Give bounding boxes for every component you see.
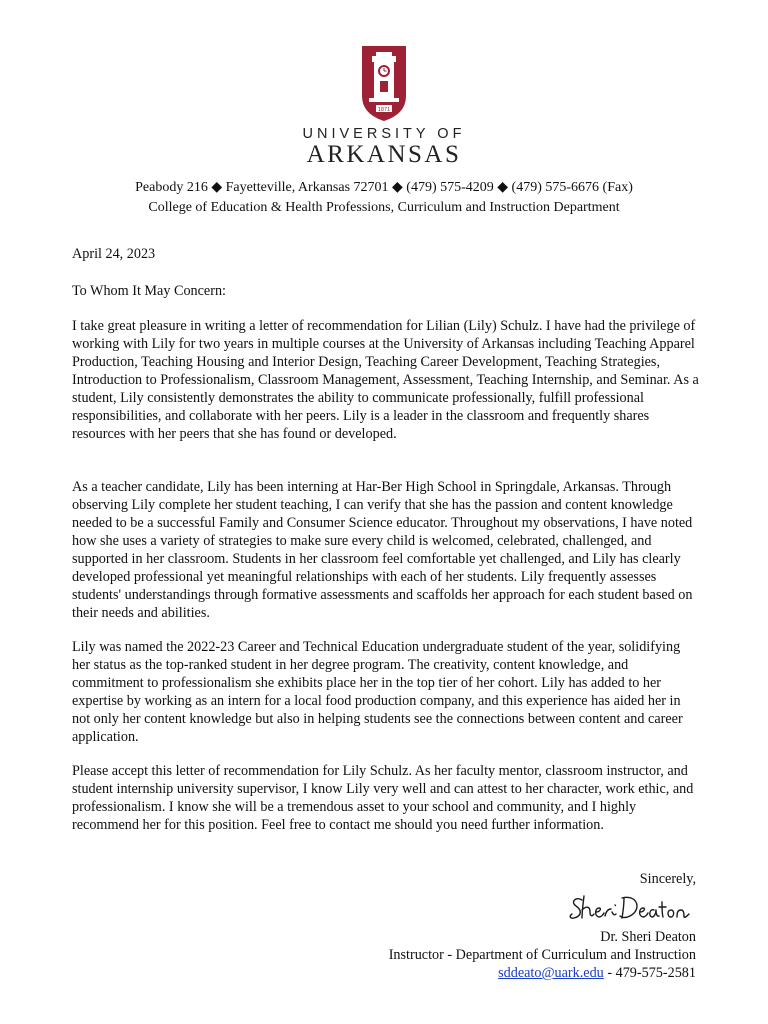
- university-wordmark: [0, 126, 768, 168]
- signer-title: Instructor - Department of Curriculum and Instruction: [388, 947, 696, 963]
- address-line: Peabody 216 ◆ Fayetteville, Arkansas 72701 ◆ (479) 575-4209 ◆ (479) 575-6676 (Fax): [135, 180, 633, 195]
- letter-closing: Sincerely,: [639, 871, 696, 887]
- seal-year: 1871: [377, 107, 391, 113]
- letterhead-contact: [0, 178, 768, 218]
- email-link[interactable]: sddeato@uark.edu: [498, 965, 604, 981]
- letter-date: April 24, 2023: [72, 246, 156, 262]
- paragraph-4: Please accept this letter of recommendation for Lily Schulz. As her faculty mentor, classroom instructor, and student internship university supervisor, I know Lily very well and can attest to her character, work ethic, and professionalism. I know she will be a tremendous asset to your school and community, and I highly recommend her for this position. Feel free to contact me should you need further information.: [72, 763, 694, 833]
- letter-salutation: To Whom It May Concern:: [72, 283, 226, 299]
- paragraph-1: I take great pleasure in writing a letter of recommendation for Lilian (Lily) Schulz. I have had the privilege of working with Lily for two years in multiple courses at the University of Arkansas including Teaching Apparel Production, Teaching Housing and Interior Design, Teaching Career Development, Teaching Strategies, Introduction to Professionalism, Classroom Management, Assessment, Teaching Internship, and Seminar. As a student, Lily consistently demonstrates the ability to communicate professionally, fulfill professional responsibilities, and collaborate with her peers. Lily is a leader in the classroom and frequently shares resources with her peers that she has found or developed.: [72, 318, 699, 442]
- wordmark-arkansas: ARKANSAS: [306, 141, 462, 168]
- paragraph-3: Lily was named the 2022-23 Career and Technical Education undergraduate student of the year, solidifying her status as the top-ranked student in her degree program. The creativity, content knowledge, and commitment to professionalism she exhibits place her in the top tier of her cohort. Lily has added to her expertise by working as an intern for a local food production company, and this experience has aided her in not only her content knowledge but also in helping students see the connections between content and career application.: [72, 639, 683, 745]
- handwritten-signature: [568, 890, 693, 926]
- letterhead-logo: [0, 44, 768, 168]
- signer-name: Dr. Sheri Deaton: [600, 929, 696, 945]
- university-seal-icon: [359, 44, 409, 122]
- signer-phone: - 479-575-2581: [603, 965, 696, 981]
- signature-block: [389, 928, 696, 982]
- department-line: College of Education & Health Professions, Curriculum and Instruction Department: [148, 200, 620, 215]
- paragraph-2: As a teacher candidate, Lily has been interning at Har-Ber High School in Springdale, Arkansas. Through observing Lily complete her student teaching, I can verify that she has the passion and content knowledge needed to be a successful Family and Consumer Science educator. Throughout my observations, I have noted how she uses a variety of strategies to make sure every child is welcomed, celebrated, challenged, and supported in her classroom. Students in her classroom feel comfortable yet challenged, and Lily has clearly developed professional yet meaningful relationships with each of her students. Lily frequently assesses students' understandings through formative assessments and scaffolds her approach for each student based on their needs and abilities.: [72, 479, 693, 621]
- wordmark-university-of: UNIVERSITY OF: [302, 126, 466, 142]
- signer-contact: [389, 964, 696, 982]
